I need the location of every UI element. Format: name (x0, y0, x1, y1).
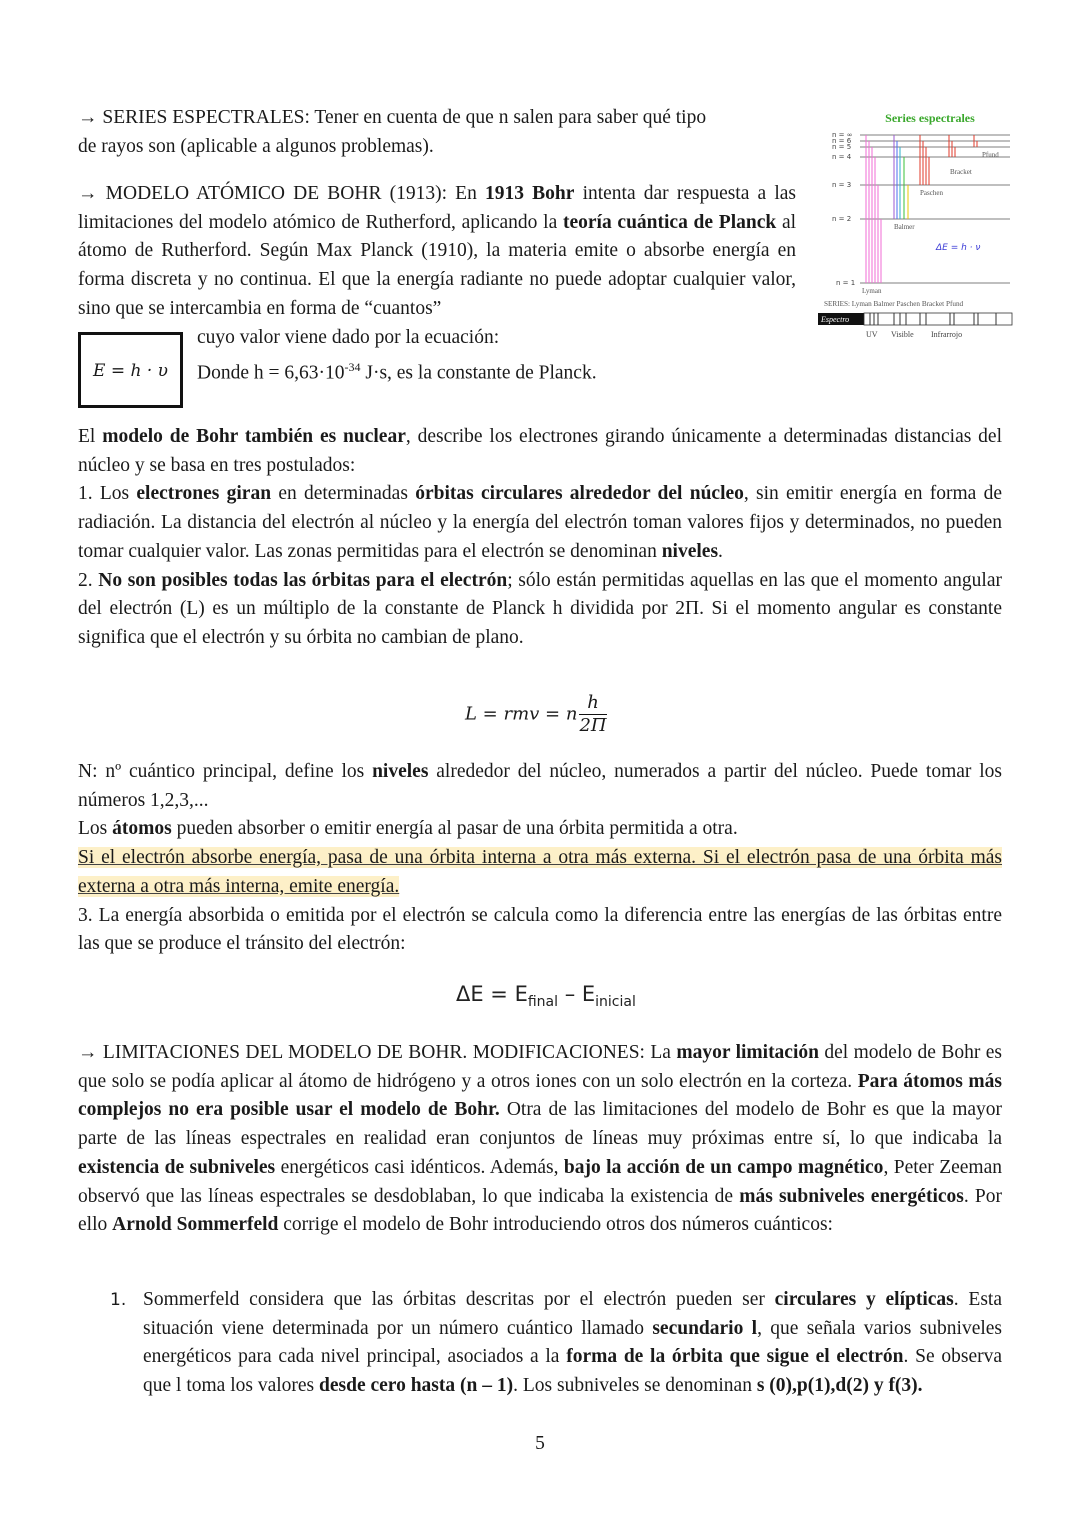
region-label: Infrarrojo (931, 330, 963, 339)
bracket-lines (949, 135, 955, 157)
delta-e-formula: $\Delta E = E_{final} - E_{inicial}$ (456, 982, 636, 1011)
delta-e-equation: ΔE = h · ν (936, 243, 981, 253)
series-line-1: → SERIES ESPECTRALES: Tener en cuenta de que n salen para saber qué tipo (78, 107, 707, 128)
balmer-label: Balmer (894, 223, 915, 231)
series-line-2: de rayos son (aplicable a algunos problemas). (78, 135, 434, 157)
spectrum-bar (864, 313, 1012, 325)
spectrum-ticks (870, 313, 996, 325)
planck-constant-text: Donde $h = 6,63\cdot 10^{-34}$ J·s, es la constante de Planck. (197, 360, 597, 384)
diagram-title: Series espectrales (885, 111, 975, 125)
lyman-label: Lyman (862, 287, 882, 295)
pfund-label: Pfund (982, 151, 999, 159)
region-label: UV (866, 330, 878, 339)
highlighted-text: Si el electrón absorbe energía, pasa de una órbita interna a otra más externa. Si el electrón pasa de una órbita más externa a otra más interna, emite energía. (78, 847, 1002, 897)
page-number: 5 (535, 1433, 545, 1454)
nuclear-paragraph: El modelo de Bohr también es nuclear, describe los electrones girando únicamente a determinadas distancias del núcleo y se basa en tres postulados: 1. Los electrones giran en determinadas órbitas circulares alrededor del núcleo, sin emitir energía en forma de radiación. La distancia del electrón al núcleo y la energía del electrón toman valores fijos y determinados, no pueden tomar cualquier valor. Las zonas permitidas para el electrón se denominan niveles. 2. No son posibles todas las órbitas para el electrón; sólo están permitidas aquellas en las que el momento angular del electrón (L) es un múltiplo de la constante de Planck h dividida por 2Π. Si el momento angular es constante significa que el electrón y su órbita no cambian de plano. (78, 426, 1002, 648)
level-label: n = 3 (832, 181, 852, 189)
spectral-series-diagram (816, 105, 1016, 345)
bracket-label: Bracket (950, 168, 972, 176)
level-labels (832, 131, 855, 287)
level-label: n = 1 (836, 279, 856, 287)
level-label: n = 6 (832, 137, 852, 145)
quantum-number-paragraph: N: nº cuántico principal, define los niveles alrededor del núcleo, numerados a partir del núcleo. Puede tomar los números 1,2,3,... Los átomos pueden absorber o emitir energía al pasar de una órbita permitida a otra. Si el electrón absorbe energía, pasa de una órbita interna a otra más externa. Si el electrón pasa de una órbita más externa a otra más interna, emite energía. 3. La energía absorbida o emitida por el electrón se calcula como la diferencia entre las energías de las órbitas entre las que se produce el tránsito del electrón: (78, 761, 1003, 955)
bohr-intro-paragraph: → MODELO ATÓMICO DE BOHR (1913): En 1913 Bohr intenta dar respuesta a las limitaciones del modelo atómico de Rutherford, aplicando la teoría cuántica de Planck al átomo de Rutherford. Según Max Planck (1910), la materia emite o absorbe energía en forma discreta y no continua. El que la energía radiante no puede adoptar cualquier valor, sino que se intercambia en forma de “cuantos” (78, 183, 797, 319)
planck-formula-box (78, 332, 183, 408)
balmer-lines (894, 135, 908, 219)
level-label: n = 4 (832, 153, 852, 161)
cuyo-valor-text: cuyo valor viene dado por la ecuación: (197, 327, 500, 348)
planck-formula: E = h · υ (93, 361, 168, 381)
paschen-label: Paschen (920, 189, 943, 197)
limitations-paragraph: → LIMITACIONES DEL MODELO DE BOHR. MODIFICACIONES: La mayor limitación del modelo de Bohr es que solo se podía aplicar al átomo de hidrógeno y a otros iones con un solo electrón en la corteza. Para átomos más complejos no era posible usar el modelo de Bohr. Otra de las limitaciones del modelo de Bohr es que la mayor parte de las líneas espectrales en realidad eran conjuntos de líneas muy próximas entre sí, lo que indicaba la existencia de subniveles energéticos casi idénticos. Además, bajo la acción de un campo magnético, Peter Zeeman observó que las líneas espectrales se desdoblaban, lo que indicaba la existencia de más subniveles energéticos. Por ello Arnold Sommerfeld corrige el modelo de Bohr introduciendo otros dos números cuánticos: (78, 1042, 1003, 1236)
level-label: n = 2 (832, 215, 852, 223)
espectro-label: Espectro (821, 315, 850, 324)
level-label: n = 5 (832, 143, 852, 151)
sommerfeld-list-item: Sommerfeld considera que las órbitas descritas por el electrón pueden ser circulares y elípticas. Esta situación viene determinada por un número cuántico llamado secundario l, que señala varios subniveles energéticos para cada nivel principal, asociados a la forma de la órbita que sigue el electrón. Se observa que l toma los valores desde cero hasta (n – 1). Los subniveles se denominan s (0),p(1),d(2) y f(3). (143, 1289, 1003, 1397)
region-labels (866, 330, 962, 339)
paschen-lines (920, 135, 929, 185)
list-number: 1. (110, 1290, 127, 1310)
angular-momentum-equation: L = rmv = n $\frac{h}{2\Pi}$ (465, 692, 607, 736)
region-label: Visible (891, 330, 914, 339)
series-row: SERIES: Lyman Balmer Paschen Bracket Pfund (824, 300, 964, 308)
level-label: n = ∞ (832, 131, 853, 139)
series-paragraph (78, 104, 796, 161)
